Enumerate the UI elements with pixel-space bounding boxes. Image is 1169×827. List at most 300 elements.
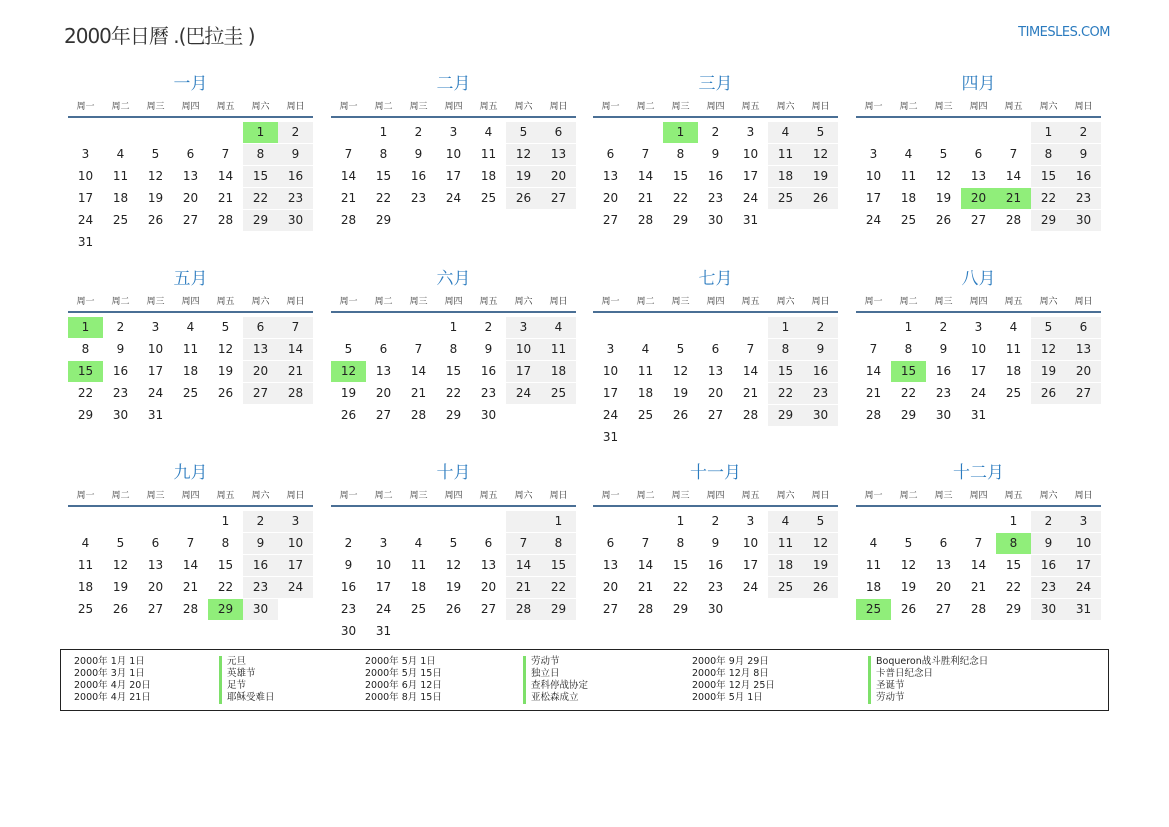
day-cell: 13 bbox=[147, 558, 164, 572]
day-cell: 21 bbox=[742, 386, 759, 400]
day-cell: 29 bbox=[768, 405, 803, 426]
week-row bbox=[68, 210, 313, 232]
day-cell: 12 bbox=[147, 169, 164, 183]
day-cell: 26 bbox=[1031, 383, 1066, 404]
day-cell: 18 bbox=[410, 580, 427, 594]
day-cell: 25 bbox=[637, 408, 654, 422]
day-cell: 12 bbox=[112, 558, 129, 572]
day-cell: 12 bbox=[217, 342, 234, 356]
empty-day bbox=[208, 122, 243, 143]
day-cell: 30 bbox=[1031, 599, 1066, 620]
week-row bbox=[593, 317, 838, 339]
day-cell: 26 bbox=[217, 386, 234, 400]
weekday-label: 周四 bbox=[706, 491, 725, 501]
month-8 bbox=[856, 267, 1101, 427]
week-row bbox=[593, 405, 838, 427]
day-cell: 29 bbox=[1031, 210, 1066, 231]
empty-day bbox=[401, 317, 436, 338]
day-cell: 24 bbox=[1066, 577, 1101, 598]
day-cell: 23 bbox=[340, 602, 357, 616]
day-cell: 18 bbox=[637, 386, 654, 400]
weekday-label: 周三 bbox=[409, 102, 428, 112]
day-cell: 20 bbox=[541, 166, 576, 187]
day-cell: 2 bbox=[1066, 122, 1101, 143]
holiday-day-cell: 1 bbox=[243, 122, 278, 143]
day-cell: 19 bbox=[506, 166, 541, 187]
empty-day bbox=[593, 122, 628, 143]
weekday-label: 周三 bbox=[409, 491, 428, 501]
day-cell: 16 bbox=[1066, 166, 1101, 187]
week-row bbox=[68, 122, 313, 144]
empty-day bbox=[926, 511, 961, 532]
weekday-label: 周五 bbox=[741, 491, 760, 501]
month-title: 三月 bbox=[698, 74, 733, 94]
week-row bbox=[331, 188, 576, 210]
day-cell: 30 bbox=[707, 213, 724, 227]
day-cell: 26 bbox=[147, 213, 164, 227]
week-row bbox=[593, 361, 838, 383]
day-cell: 11 bbox=[865, 558, 882, 572]
day-cell: 27 bbox=[935, 602, 952, 616]
week-row bbox=[331, 555, 576, 577]
month-title: 十月 bbox=[436, 463, 471, 483]
day-cell: 20 bbox=[935, 580, 952, 594]
weekday-label: 周五 bbox=[479, 491, 498, 501]
week-row bbox=[856, 210, 1101, 232]
day-cell: 29 bbox=[672, 602, 689, 616]
day-cell: 4 bbox=[414, 536, 423, 550]
day-cell: 26 bbox=[672, 408, 689, 422]
day-cell: 12 bbox=[935, 169, 952, 183]
day-cell: 22 bbox=[541, 577, 576, 598]
month-divider bbox=[593, 311, 838, 313]
empty-day bbox=[401, 621, 436, 642]
day-cell: 5 bbox=[803, 511, 838, 532]
day-cell: 20 bbox=[147, 580, 164, 594]
weekday-label: 周六 bbox=[776, 297, 795, 307]
empty-day bbox=[541, 405, 576, 426]
day-cell: 26 bbox=[112, 602, 129, 616]
week-row bbox=[856, 599, 1101, 621]
empty-day bbox=[768, 427, 803, 448]
day-cell: 25 bbox=[410, 602, 427, 616]
week-row bbox=[68, 232, 313, 254]
empty-day bbox=[436, 511, 471, 532]
day-cell: 22 bbox=[243, 188, 278, 209]
day-cell: 20 bbox=[602, 191, 619, 205]
week-row bbox=[856, 533, 1101, 555]
empty-day bbox=[698, 427, 733, 448]
day-cell: 25 bbox=[900, 213, 917, 227]
day-cell: 10 bbox=[506, 339, 541, 360]
day-cell: 4 bbox=[116, 147, 125, 161]
month-divider bbox=[856, 505, 1101, 507]
day-cell: 12 bbox=[445, 558, 462, 572]
weekday-label: 周日 bbox=[549, 297, 568, 307]
day-cell: 8 bbox=[1031, 144, 1066, 165]
day-cell: 28 bbox=[742, 408, 759, 422]
weekday-header bbox=[68, 295, 313, 309]
weekday-label: 周五 bbox=[1004, 102, 1023, 112]
day-cell: 8 bbox=[541, 533, 576, 554]
weekday-label: 周一 bbox=[76, 491, 95, 501]
week-row bbox=[856, 317, 1101, 339]
day-cell: 1 bbox=[449, 320, 458, 334]
day-cell: 27 bbox=[147, 602, 164, 616]
day-cell: 22 bbox=[1031, 188, 1066, 209]
day-cell: 12 bbox=[672, 364, 689, 378]
day-cell: 27 bbox=[1066, 383, 1101, 404]
day-cell: 11 bbox=[768, 144, 803, 165]
day-cell: 1 bbox=[676, 514, 685, 528]
day-cell: 24 bbox=[865, 213, 882, 227]
week-row bbox=[331, 122, 576, 144]
empty-day bbox=[243, 405, 278, 426]
legend-date: 2000年 8月 15日 bbox=[365, 692, 442, 703]
day-cell: 18 bbox=[77, 580, 94, 594]
day-cell: 10 bbox=[970, 342, 987, 356]
day-cell: 10 bbox=[742, 536, 759, 550]
empty-day bbox=[961, 511, 996, 532]
empty-day bbox=[926, 122, 961, 143]
empty-day bbox=[541, 210, 576, 231]
week-row bbox=[593, 577, 838, 599]
holiday-day-cell: 1 bbox=[663, 122, 698, 143]
legend-names-column bbox=[523, 656, 588, 704]
legend-holiday-name: 英雄节 bbox=[227, 668, 256, 679]
day-cell: 30 bbox=[340, 624, 357, 638]
day-cell: 15 bbox=[1005, 558, 1022, 572]
day-cell: 5 bbox=[1031, 317, 1066, 338]
weekday-header bbox=[593, 489, 838, 503]
day-cell: 8 bbox=[81, 342, 90, 356]
day-cell: 2 bbox=[803, 317, 838, 338]
week-row bbox=[68, 166, 313, 188]
week-row bbox=[856, 405, 1101, 427]
day-cell: 27 bbox=[602, 602, 619, 616]
weekday-header bbox=[331, 100, 576, 114]
day-cell: 26 bbox=[935, 213, 952, 227]
empty-day bbox=[138, 232, 173, 253]
empty-day bbox=[506, 210, 541, 231]
day-cell: 6 bbox=[186, 147, 195, 161]
weekday-label: 周五 bbox=[741, 102, 760, 112]
weekday-header bbox=[68, 100, 313, 114]
day-cell: 7 bbox=[278, 317, 313, 338]
month-4 bbox=[856, 72, 1101, 232]
day-cell: 23 bbox=[410, 191, 427, 205]
day-cell: 21 bbox=[410, 386, 427, 400]
week-row bbox=[856, 577, 1101, 599]
day-cell: 30 bbox=[480, 408, 497, 422]
day-cell: 29 bbox=[243, 210, 278, 231]
week-row bbox=[331, 599, 576, 621]
day-cell: 19 bbox=[1031, 361, 1066, 382]
day-cell: 21 bbox=[278, 361, 313, 382]
empty-day bbox=[663, 317, 698, 338]
day-cell: 18 bbox=[182, 364, 199, 378]
day-cell: 4 bbox=[641, 342, 650, 356]
weekday-label: 周二 bbox=[111, 297, 130, 307]
weekday-label: 周六 bbox=[514, 102, 533, 112]
day-cell: 13 bbox=[243, 339, 278, 360]
empty-day bbox=[856, 122, 891, 143]
holiday-day-cell: 21 bbox=[996, 188, 1031, 209]
day-cell: 16 bbox=[340, 580, 357, 594]
month-divider bbox=[593, 505, 838, 507]
day-cell: 16 bbox=[112, 364, 129, 378]
day-cell: 7 bbox=[344, 147, 353, 161]
legend-date: 2000年 9月 29日 bbox=[692, 656, 769, 667]
day-cell: 24 bbox=[147, 386, 164, 400]
week-row bbox=[593, 166, 838, 188]
weekday-label: 周二 bbox=[636, 491, 655, 501]
day-cell: 12 bbox=[803, 144, 838, 165]
day-cell: 4 bbox=[484, 125, 493, 139]
day-cell: 29 bbox=[672, 213, 689, 227]
day-cell: 19 bbox=[803, 555, 838, 576]
empty-day bbox=[173, 122, 208, 143]
site-link[interactable]: TIMESLES.COM bbox=[1018, 25, 1110, 40]
day-cell: 23 bbox=[707, 191, 724, 205]
weekday-label: 周五 bbox=[479, 102, 498, 112]
day-cell: 24 bbox=[742, 191, 759, 205]
weekday-header bbox=[331, 295, 576, 309]
empty-day bbox=[803, 599, 838, 620]
holiday-day-cell: 29 bbox=[208, 599, 243, 620]
empty-day bbox=[366, 511, 401, 532]
day-cell: 23 bbox=[480, 386, 497, 400]
day-cell: 4 bbox=[768, 511, 803, 532]
day-cell: 14 bbox=[278, 339, 313, 360]
day-cell: 2 bbox=[484, 320, 493, 334]
day-cell: 14 bbox=[410, 364, 427, 378]
day-cell: 16 bbox=[278, 166, 313, 187]
weekday-label: 周一 bbox=[76, 102, 95, 112]
month-divider bbox=[593, 116, 838, 118]
weekday-label: 周五 bbox=[216, 297, 235, 307]
weekday-label: 周一 bbox=[864, 297, 883, 307]
day-cell: 17 bbox=[742, 558, 759, 572]
weekday-label: 周六 bbox=[1039, 102, 1058, 112]
empty-day bbox=[891, 122, 926, 143]
day-cell: 22 bbox=[445, 386, 462, 400]
week-row bbox=[856, 383, 1101, 405]
weekday-label: 周五 bbox=[479, 297, 498, 307]
day-cell: 5 bbox=[803, 122, 838, 143]
day-cell: 18 bbox=[768, 555, 803, 576]
day-cell: 9 bbox=[1031, 533, 1066, 554]
week-row bbox=[593, 383, 838, 405]
day-cell: 28 bbox=[970, 602, 987, 616]
weekday-label: 周二 bbox=[636, 297, 655, 307]
weekday-label: 周三 bbox=[671, 102, 690, 112]
day-cell: 18 bbox=[112, 191, 129, 205]
day-cell: 26 bbox=[445, 602, 462, 616]
day-cell: 9 bbox=[484, 342, 493, 356]
month-title: 四月 bbox=[961, 74, 996, 94]
day-cell: 9 bbox=[939, 342, 948, 356]
day-cell: 27 bbox=[541, 188, 576, 209]
legend-date: 2000年 12月 25日 bbox=[692, 680, 775, 691]
weekday-label: 周一 bbox=[339, 491, 358, 501]
day-cell: 17 bbox=[77, 191, 94, 205]
day-cell: 17 bbox=[742, 169, 759, 183]
weekday-label: 周日 bbox=[1074, 102, 1093, 112]
day-cell: 30 bbox=[1066, 210, 1101, 231]
day-cell: 3 bbox=[379, 536, 388, 550]
legend-holiday-name: 卡普日纪念日 bbox=[876, 668, 934, 679]
day-cell: 17 bbox=[147, 364, 164, 378]
weekday-label: 周日 bbox=[811, 297, 830, 307]
day-cell: 28 bbox=[340, 213, 357, 227]
day-cell: 28 bbox=[506, 599, 541, 620]
legend-date: 2000年 4月 20日 bbox=[74, 680, 151, 691]
legend-dates-column bbox=[692, 656, 775, 704]
empty-day bbox=[506, 405, 541, 426]
month-1 bbox=[68, 72, 313, 254]
week-row bbox=[68, 361, 313, 383]
day-cell: 13 bbox=[935, 558, 952, 572]
day-cell: 23 bbox=[803, 383, 838, 404]
day-cell: 27 bbox=[243, 383, 278, 404]
day-cell: 11 bbox=[112, 169, 129, 183]
day-cell: 29 bbox=[375, 213, 392, 227]
empty-day bbox=[506, 621, 541, 642]
weekday-label: 周二 bbox=[374, 297, 393, 307]
day-cell: 7 bbox=[746, 342, 755, 356]
day-cell: 5 bbox=[939, 147, 948, 161]
day-cell: 13 bbox=[707, 364, 724, 378]
day-cell: 31 bbox=[742, 213, 759, 227]
weekday-label: 周一 bbox=[601, 491, 620, 501]
week-row bbox=[68, 577, 313, 599]
weekday-label: 周一 bbox=[339, 297, 358, 307]
day-cell: 15 bbox=[768, 361, 803, 382]
day-cell: 1 bbox=[1031, 122, 1066, 143]
day-cell: 18 bbox=[865, 580, 882, 594]
day-cell: 1 bbox=[904, 320, 913, 334]
month-divider bbox=[68, 505, 313, 507]
day-cell: 21 bbox=[970, 580, 987, 594]
day-cell: 27 bbox=[707, 408, 724, 422]
week-row bbox=[331, 621, 576, 643]
day-cell: 15 bbox=[672, 558, 689, 572]
month-divider bbox=[331, 116, 576, 118]
weekday-label: 周三 bbox=[671, 491, 690, 501]
week-row bbox=[593, 555, 838, 577]
week-row bbox=[856, 144, 1101, 166]
weekday-label: 周日 bbox=[1074, 297, 1093, 307]
day-cell: 1 bbox=[1009, 514, 1018, 528]
empty-day bbox=[243, 232, 278, 253]
day-cell: 6 bbox=[151, 536, 160, 550]
weekday-label: 周六 bbox=[776, 102, 795, 112]
legend-date: 2000年 6月 12日 bbox=[365, 680, 442, 691]
day-cell: 23 bbox=[1031, 577, 1066, 598]
day-cell: 6 bbox=[541, 122, 576, 143]
empty-day bbox=[173, 232, 208, 253]
month-title: 七月 bbox=[698, 269, 733, 289]
day-cell: 21 bbox=[506, 577, 541, 598]
legend-date: 2000年 3月 1日 bbox=[74, 668, 145, 679]
day-cell: 15 bbox=[217, 558, 234, 572]
day-cell: 7 bbox=[974, 536, 983, 550]
day-cell: 8 bbox=[676, 147, 685, 161]
empty-day bbox=[733, 427, 768, 448]
day-cell: 26 bbox=[900, 602, 917, 616]
day-cell: 2 bbox=[711, 125, 720, 139]
empty-day bbox=[208, 405, 243, 426]
day-cell: 5 bbox=[506, 122, 541, 143]
day-cell: 24 bbox=[742, 580, 759, 594]
day-cell: 24 bbox=[602, 408, 619, 422]
week-row bbox=[68, 144, 313, 166]
holiday-day-cell: 25 bbox=[856, 599, 891, 620]
day-cell: 17 bbox=[865, 191, 882, 205]
weekday-label: 周二 bbox=[899, 491, 918, 501]
day-cell: 16 bbox=[410, 169, 427, 183]
empty-day bbox=[1031, 405, 1066, 426]
empty-day bbox=[768, 599, 803, 620]
day-cell: 14 bbox=[182, 558, 199, 572]
day-cell: 3 bbox=[151, 320, 160, 334]
weekday-label: 周四 bbox=[969, 491, 988, 501]
day-cell: 30 bbox=[112, 408, 129, 422]
week-row bbox=[856, 339, 1101, 361]
day-cell: 11 bbox=[768, 533, 803, 554]
weekday-header bbox=[856, 295, 1101, 309]
month-title: 八月 bbox=[961, 269, 996, 289]
day-cell: 2 bbox=[414, 125, 423, 139]
empty-day bbox=[628, 122, 663, 143]
day-cell: 26 bbox=[340, 408, 357, 422]
month-12 bbox=[856, 461, 1101, 621]
day-cell: 17 bbox=[602, 386, 619, 400]
day-cell: 6 bbox=[379, 342, 388, 356]
legend-date: 2000年 5月 1日 bbox=[365, 656, 436, 667]
empty-day bbox=[856, 317, 891, 338]
day-cell: 31 bbox=[970, 408, 987, 422]
weekday-label: 周四 bbox=[444, 102, 463, 112]
day-cell: 2 bbox=[939, 320, 948, 334]
day-cell: 11 bbox=[77, 558, 94, 572]
month-divider bbox=[331, 311, 576, 313]
month-title: 十二月 bbox=[953, 463, 1004, 483]
day-cell: 7 bbox=[641, 147, 650, 161]
weekday-label: 周一 bbox=[864, 102, 883, 112]
weekday-label: 周四 bbox=[181, 102, 200, 112]
day-cell: 23 bbox=[707, 580, 724, 594]
day-cell: 7 bbox=[869, 342, 878, 356]
day-cell: 15 bbox=[1031, 166, 1066, 187]
day-cell: 6 bbox=[1066, 317, 1101, 338]
weekday-label: 周三 bbox=[934, 102, 953, 112]
day-cell: 9 bbox=[116, 342, 125, 356]
day-cell: 13 bbox=[602, 169, 619, 183]
weekday-label: 周四 bbox=[181, 491, 200, 501]
day-cell: 25 bbox=[541, 383, 576, 404]
weekday-label: 周日 bbox=[286, 102, 305, 112]
day-cell: 13 bbox=[970, 169, 987, 183]
weekday-header bbox=[856, 489, 1101, 503]
day-cell: 11 bbox=[637, 364, 654, 378]
week-row bbox=[68, 555, 313, 577]
day-cell: 9 bbox=[278, 144, 313, 165]
legend-date: 2000年 1月 1日 bbox=[74, 656, 145, 667]
day-cell: 4 bbox=[869, 536, 878, 550]
day-cell: 10 bbox=[742, 147, 759, 161]
